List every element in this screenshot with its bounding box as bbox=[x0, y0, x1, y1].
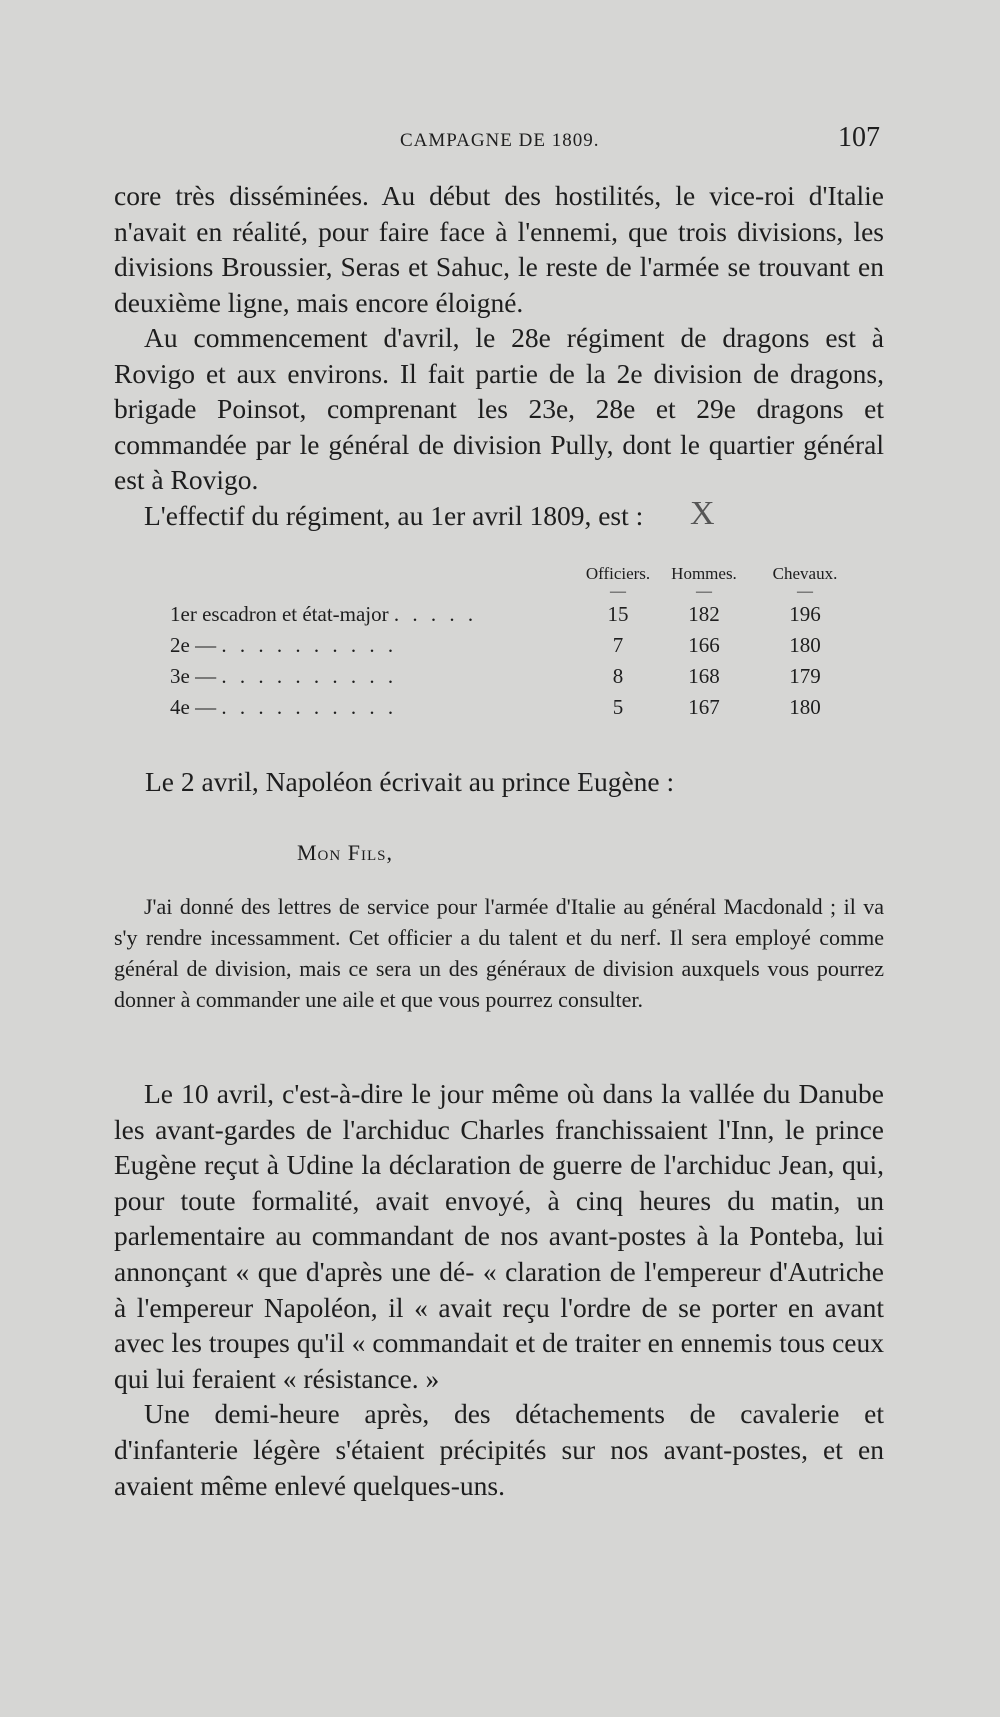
leader-dots: . . . . . . . . . . bbox=[221, 664, 398, 688]
leader-dots: . . . . . . . . . . bbox=[221, 633, 398, 657]
letter-intro: Le 2 avril, Napoléon écrivait au prince Eugène : bbox=[145, 766, 675, 797]
row-label bbox=[170, 630, 578, 661]
cell-officiers: 8 bbox=[612, 664, 624, 688]
handwritten-mark: X bbox=[690, 495, 715, 532]
table-row bbox=[170, 630, 860, 661]
cell-hommes: 168 bbox=[688, 664, 720, 688]
cell-hommes: 166 bbox=[688, 633, 720, 657]
cell-chevaux: 179 bbox=[789, 664, 821, 688]
row-label bbox=[170, 661, 578, 692]
cell-chevaux: 180 bbox=[789, 695, 821, 719]
paragraph: Au commencement d'avril, le 28e régiment de dragons est à Rovigo et aux environs. Il fait partie de la 2e division de dragons, brigade Poinsot, comprenant les 23e, 28e et 29e dragons et commandée par le général de division Pully, dont le quartier général est à Rovigo. bbox=[114, 322, 884, 495]
letter-paragraph: J'ai donné des lettres de service pour l'armée d'Italie au général Macdonald ; il va s'y rendre incessamment. Cet officier a du talent et du nerf. Il sera employé comme général de division, mais ce sera un des généraux de division auxquels vous pourrez donner à commander une aile et que vous pourrez consulter. bbox=[114, 894, 884, 1012]
paragraph: L'effectif du régiment, au 1er avril 1809, est : bbox=[144, 499, 644, 531]
dash: — bbox=[797, 583, 813, 600]
col-header-hommes: Hommes. bbox=[671, 564, 737, 583]
body-text-top bbox=[114, 178, 884, 533]
row-label-text: 1er escadron et état-major bbox=[170, 602, 389, 626]
dash: — bbox=[696, 583, 712, 600]
table-row bbox=[170, 661, 860, 692]
cell-officiers: 7 bbox=[612, 633, 624, 657]
header-dashes bbox=[170, 585, 860, 599]
table-row bbox=[170, 692, 860, 723]
table-header bbox=[170, 563, 860, 585]
table-body bbox=[170, 599, 860, 723]
row-label-text: 3e — bbox=[170, 664, 217, 688]
leader-dots: . . . . . . . . . . bbox=[221, 695, 398, 719]
row-label-text: 4e — bbox=[170, 695, 217, 719]
letter-text bbox=[114, 891, 884, 1015]
cell-hommes: 167 bbox=[688, 695, 720, 719]
col-header-officiers: Officiers. bbox=[585, 564, 651, 583]
leader-dots: . . . . . bbox=[393, 602, 478, 626]
table-row bbox=[170, 599, 860, 630]
page-number: 107 bbox=[838, 122, 880, 153]
cell-chevaux: 180 bbox=[789, 633, 821, 657]
col-header-chevaux: Chevaux. bbox=[772, 564, 838, 583]
paragraph: Le 10 avril, c'est-à-dire le jour même où dans la vallée du Danube les avant-gardes de l'archiduc Charles franchissaient l'Inn, le prince Eugène reçut à Udine la déclaration de guerre de l'archiduc Jean, qui, pour toute formalité, avait envoyé, à cinq heures du matin, un parlementaire au commandant de nos avant-postes à la Ponteba, lui annonçant « que d'après une dé- « claration de l'empereur d'Autriche à l'empereur Napoléon, il « avait reçu l'ordre de se porter en avant avec les troupes qu'il « commandait et de traiter en ennemis tous ceux qui lui feraient « résistance. » bbox=[114, 1078, 884, 1394]
effectif-table bbox=[170, 563, 860, 723]
row-label bbox=[170, 599, 578, 630]
row-label bbox=[170, 692, 578, 723]
cell-hommes: 182 bbox=[688, 602, 720, 626]
cell-officiers: 5 bbox=[612, 695, 624, 719]
dash: — bbox=[610, 583, 626, 600]
cell-officiers: 15 bbox=[607, 602, 629, 626]
paragraph: core très disséminées. Au début des hostilités, le vice-roi d'Italie n'avait en réalité, pour faire face à l'ennemi, que trois divisions, les divisions Broussier, Seras et Sahuc, le reste de l'armée se trouvant en deuxième ligne, mais encore éloigné. bbox=[114, 180, 884, 318]
row-label-text: 2e — bbox=[170, 633, 217, 657]
paragraph: Une demi-heure après, des détachements de cavalerie et d'infanterie légère s'étaient précipités sur nos avant-postes, et en avaient même enlevé quelques-uns. bbox=[114, 1398, 884, 1501]
cell-chevaux: 196 bbox=[789, 602, 821, 626]
running-title: CAMPAGNE DE 1809. bbox=[400, 130, 600, 151]
body-text-bottom bbox=[114, 1076, 884, 1503]
salutation: Mon Fils, bbox=[297, 840, 393, 865]
running-header bbox=[0, 120, 1000, 160]
